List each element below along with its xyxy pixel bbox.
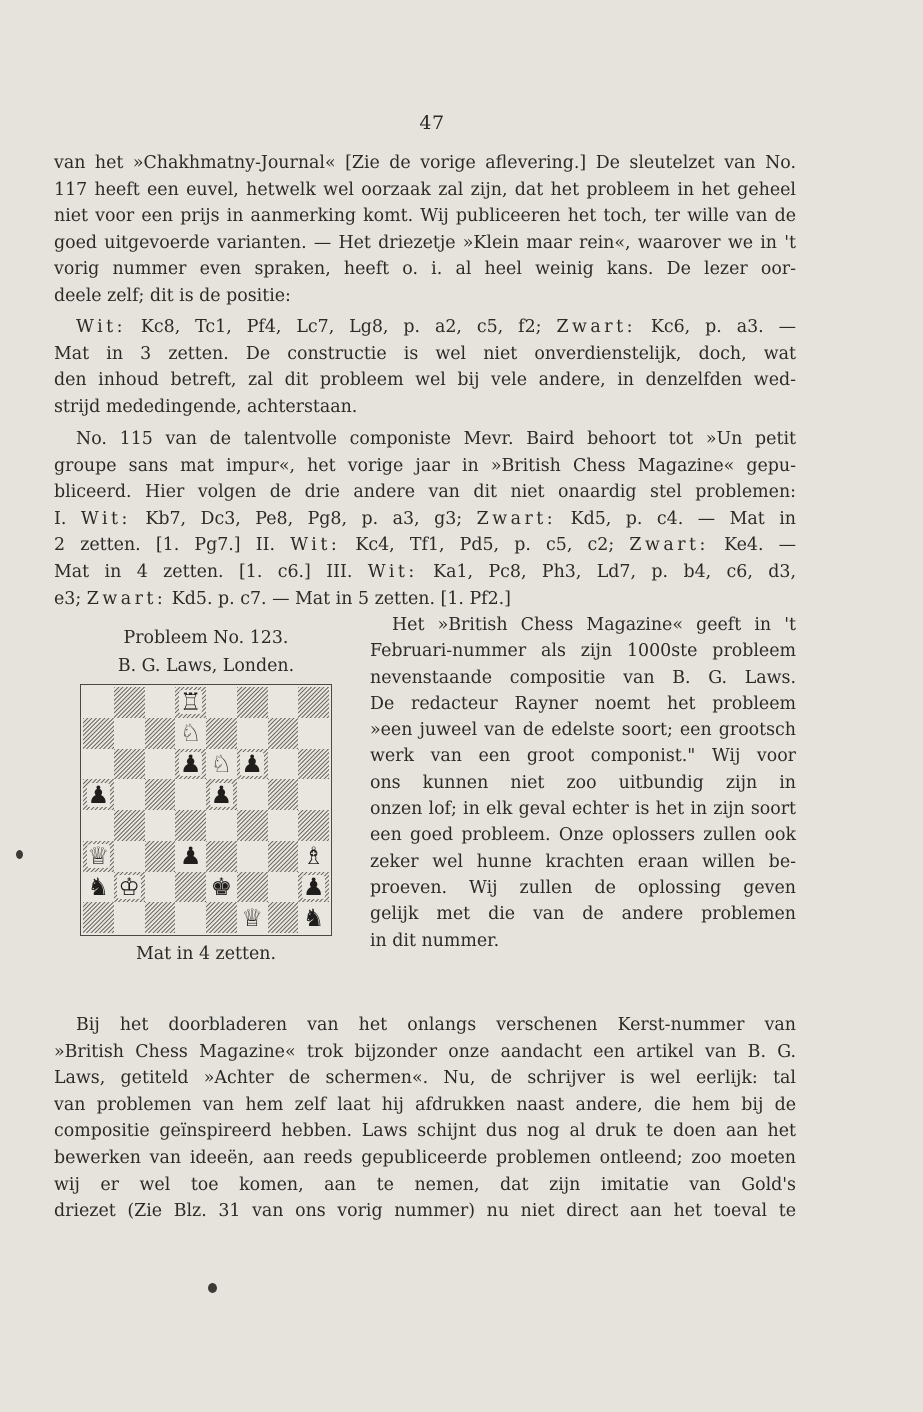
board-square xyxy=(175,902,206,933)
text-line: Mat in 3 zetten. De constructie is wel niet onverdienstelijk, doch, wat xyxy=(54,343,796,364)
board-square xyxy=(114,718,145,749)
board-square xyxy=(298,718,329,749)
paragraph-baird xyxy=(54,426,796,612)
text-line: onzen lof; in elk geval echter is het in zijn soort xyxy=(370,799,796,820)
white-pieces: Kc8, Tc1, Pf4, Lc7, Lg8, p. a2, c5, f2; xyxy=(140,317,542,337)
board-square xyxy=(114,687,145,718)
board-square xyxy=(206,779,237,810)
board-square xyxy=(268,902,299,933)
label-zwart: Zwart: xyxy=(629,535,709,556)
text-line: 117 heeft een euvel, hetwelk wel oorzaak zal zijn, dat het probleem in het geheel xyxy=(54,179,796,200)
board-square xyxy=(268,872,299,903)
label-zwart: Zwart: xyxy=(476,508,557,529)
board-square xyxy=(145,718,176,749)
text-line: 2 zetten. [1. Pg7.] II. Wit: Kc4, Tf1, Pd5, p. c5, c2; Zwart: Ke4. — xyxy=(54,535,797,556)
board-square xyxy=(114,749,145,780)
board-square xyxy=(206,872,237,903)
chess-piece-icon: ♕ xyxy=(87,842,110,871)
board-square xyxy=(237,779,268,810)
board-square xyxy=(83,718,114,749)
chess-piece-icon: ♕ xyxy=(241,903,263,932)
board-square xyxy=(298,872,329,903)
board-square xyxy=(83,841,114,872)
text-line: groupe sans mat impur«, het vorige jaar in »British Chess Magazine« gepu- xyxy=(54,455,796,476)
chess-piece-icon: ♞ xyxy=(302,903,325,932)
board-square xyxy=(237,687,268,718)
text-line: strijd mededingende, achterstaan. xyxy=(54,396,358,417)
chess-piece-icon: ♟ xyxy=(302,872,325,901)
board-square xyxy=(83,749,114,780)
chess-piece-icon: ♘ xyxy=(210,749,233,778)
ink-speck xyxy=(16,850,23,859)
label-wit: Wit: xyxy=(290,535,341,556)
board-square xyxy=(145,749,176,780)
board-square xyxy=(298,687,329,718)
board-square xyxy=(83,810,114,841)
board-square xyxy=(268,779,299,810)
chess-piece-icon: ♘ xyxy=(179,719,202,748)
page-number: 47 xyxy=(419,112,445,134)
text-line: den inhoud betreft, zal dit probleem wel bij vele andere, in denzelfden wed- xyxy=(54,370,796,391)
text-line: proeven. Wij zullen de oplossing geven xyxy=(370,877,796,898)
black-pieces: Kc6, p. a3. — xyxy=(650,317,797,337)
text-line: I. Wit: Kb7, Dc3, Pe8, Pg8, p. a3, g3; Zwart: Kd5, p. c4. — Mat in xyxy=(54,508,797,529)
position-line xyxy=(54,314,796,341)
label-zwart: Zwart: xyxy=(556,317,636,337)
text-line: bewerken van ideeën, aan reeds gepubliceerde problemen ontleend; zoo moeten xyxy=(54,1147,796,1168)
text-line: een goed probleem. Onze oplossers zullen ook xyxy=(370,825,796,846)
board-square xyxy=(145,779,176,810)
board-square xyxy=(206,841,237,872)
paragraph-laws-article xyxy=(54,1012,796,1225)
text-line: Mat in 4 zetten. [1. c6.] III. Wit: Ka1, Pc8, Ph3, Ld7, p. b4, c6, d3, xyxy=(54,561,796,582)
chess-piece-icon: ♞ xyxy=(87,872,110,901)
text-line: Februari-nummer als zijn 1000ste probleem xyxy=(370,641,796,662)
text-line: Bij het doorbladeren van het onlangs verschenen Kerst-nummer van xyxy=(76,1015,796,1035)
ink-speck xyxy=(208,1283,217,1293)
text-line: nevenstaande compositie van B. G. Laws. xyxy=(370,667,796,688)
board-square xyxy=(237,841,268,872)
label-wit: Wit: xyxy=(76,317,126,337)
label-zwart: Zwart: xyxy=(86,588,167,609)
board-square xyxy=(268,841,299,872)
board-square xyxy=(237,902,268,933)
board-square xyxy=(145,902,176,933)
chess-piece-icon: ♟ xyxy=(179,749,202,778)
board-square xyxy=(206,902,237,933)
board-square xyxy=(175,872,206,903)
text-line: driezet (Zie Blz. 31 van ons vorig nummer) nu niet direct aan het toeval te xyxy=(54,1201,796,1222)
board-square xyxy=(237,810,268,841)
board-square xyxy=(206,749,237,780)
board-square xyxy=(83,872,114,903)
board-square xyxy=(175,841,206,872)
board-square xyxy=(298,841,329,872)
chess-piece-icon: ♖ xyxy=(179,688,202,717)
board-square xyxy=(268,810,299,841)
chess-board-diagram xyxy=(80,684,332,936)
problem-caption-title: Probleem No. 123. xyxy=(123,628,289,648)
label-wit: Wit: xyxy=(80,508,131,529)
chess-piece-icon: ♗ xyxy=(302,842,325,871)
board-square xyxy=(298,810,329,841)
text-line: ons kunnen niet zoo uitbundig zijn in xyxy=(370,772,796,793)
board-square xyxy=(298,902,329,933)
chess-piece-icon: ♚ xyxy=(210,872,233,901)
text-line: Het »British Chess Magazine« geeft in 't xyxy=(392,615,796,635)
text-line: »een juweel van de edelste soort; een grootsch xyxy=(370,720,796,741)
text-line: werk van een groot componist." Wij voor xyxy=(370,746,796,767)
text-line: bliceerd. Hier volgen de drie andere van dit niet onaardig stel problemen: xyxy=(54,482,796,503)
text-line: niet voor een prijs in aanmerking komt. Wij publiceeren het toch, ter wille van de xyxy=(54,206,796,227)
text-line: »British Chess Magazine« trok bijzonder onze aandacht een artikel van B. G. xyxy=(54,1041,796,1062)
board-square xyxy=(298,779,329,810)
text-line: vorig nummer even spraken, heeft o. i. al heel weinig kans. De lezer oor- xyxy=(54,259,796,280)
text-line: De redacteur Rayner noemt het probleem xyxy=(370,693,796,714)
board-square xyxy=(268,718,299,749)
board-square xyxy=(145,872,176,903)
label-wit: Wit: xyxy=(367,561,418,582)
chess-piece-icon: ♟ xyxy=(210,780,233,809)
board-square xyxy=(268,687,299,718)
board-square xyxy=(114,779,145,810)
board-square xyxy=(175,779,206,810)
text-line: compositie geïnspireerd hebben. Laws schijnt dus nog al druk te doen aan het xyxy=(54,1121,796,1142)
board-square xyxy=(175,718,206,749)
board-square xyxy=(237,718,268,749)
paragraph-british-chess-magazine xyxy=(370,612,796,954)
board-square xyxy=(114,902,145,933)
text-line: van het »Chakhmatny-Journal« [Zie de vorige aflevering.] De sleutelzet van No. xyxy=(54,153,796,173)
board-square xyxy=(237,872,268,903)
chess-piece-icon: ♟ xyxy=(87,780,110,809)
board-square xyxy=(83,902,114,933)
chess-piece-icon: ♟ xyxy=(179,842,202,871)
board-square xyxy=(206,718,237,749)
problem-caption-author: B. G. Laws, Londen. xyxy=(117,656,295,676)
board-square xyxy=(114,872,145,903)
text-line: Laws, getiteld »Achter de schermen«. Nu, de schrijver is wel eerlijk: tal xyxy=(54,1068,796,1089)
text-line: gelijk met die van de andere problemen xyxy=(370,904,796,925)
problem-caption-goal: Mat in 4 zetten. xyxy=(135,944,277,964)
text-line: e3; Zwart: Kd5. p. c7. — Mat in 5 zetten. [1. Pf2.] xyxy=(54,588,511,609)
board-square xyxy=(175,749,206,780)
board-square xyxy=(145,841,176,872)
board-square xyxy=(298,749,329,780)
board-square xyxy=(83,779,114,810)
text-line: wij er wel toe komen, aan te nemen, dat zijn imitatie van Gold's xyxy=(54,1174,796,1195)
board-square xyxy=(175,687,206,718)
board-square xyxy=(175,810,206,841)
board-square xyxy=(145,687,176,718)
board-square xyxy=(206,810,237,841)
board-square xyxy=(237,749,268,780)
board-square xyxy=(114,810,145,841)
text-line: zeker wel hunne krachten eraan willen be- xyxy=(370,851,796,872)
text-line: deele zelf; dit is de positie: xyxy=(54,285,291,306)
board-square xyxy=(206,687,237,718)
text-line: in dit nummer. xyxy=(370,930,500,951)
text-line: goed uitgevoerde varianten. — Het driezetje »Klein maar rein«, waarover we in 't xyxy=(54,232,796,253)
board-square xyxy=(83,687,114,718)
text-line: No. 115 van de talentvolle componiste Mevr. Baird behoort tot »Un petit xyxy=(76,429,796,449)
board-square xyxy=(268,749,299,780)
chess-piece-icon: ♔ xyxy=(118,872,140,901)
board-square xyxy=(145,810,176,841)
paragraph-chakhmatny xyxy=(54,150,796,310)
paragraph-position xyxy=(54,314,796,420)
chess-piece-icon: ♟ xyxy=(241,749,263,778)
board-square xyxy=(114,841,145,872)
text-line: van problemen van hem zelf laat hij afdrukken naast andere, die hem bij de xyxy=(54,1094,796,1115)
